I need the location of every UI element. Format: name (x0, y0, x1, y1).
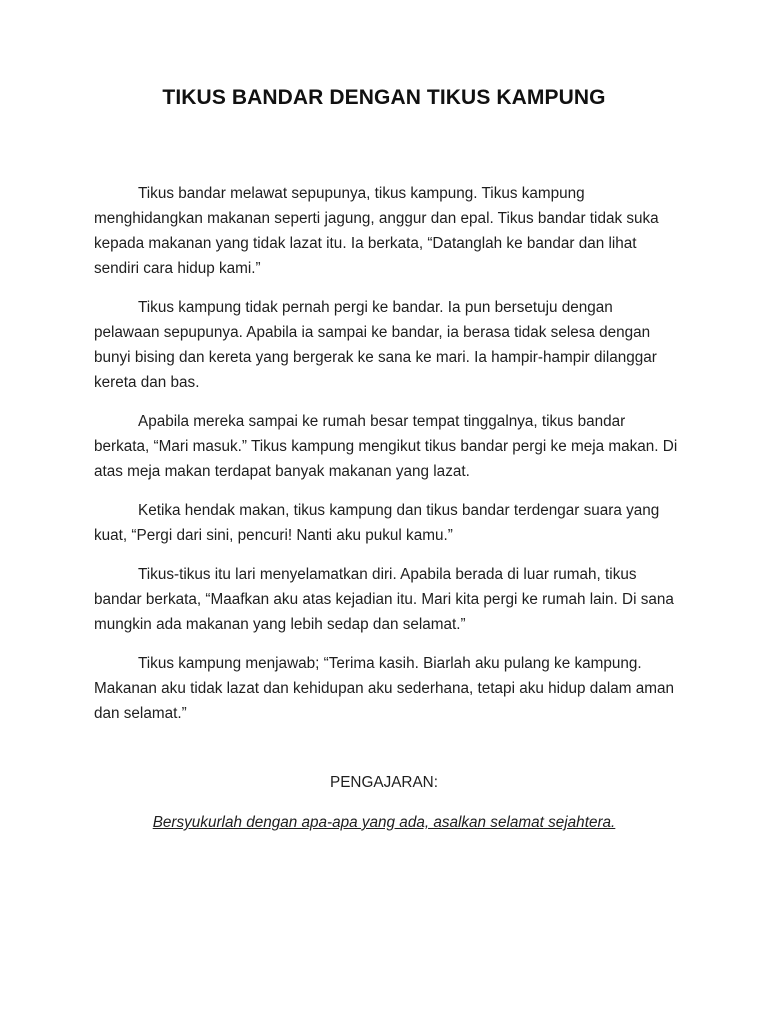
lesson-text: Bersyukurlah dengan apa-apa yang ada, asalkan selamat sejahtera. (152, 814, 616, 831)
lesson-heading: PENGAJARAN: (330, 774, 438, 791)
story-paragraph-1: Tikus bandar melawat sepupunya, tikus kampung. Tikus kampung menghidangkan makanan seperti jagung, anggur dan epal. Tikus bandar tidak suka kepada makanan yang tidak lazat itu. Ia berkata, “Datanglah ke bandar dan lihat sendiri cara hidup kami.” (94, 185, 659, 277)
story-paragraph-3: Apabila mereka sampai ke rumah besar tempat tinggalnya, tikus bandar berkata, “Mari masuk.” Tikus kampung mengikut tikus bandar pergi ke meja makan. Di atas meja makan terdapat banyak makanan yang lazat. (94, 413, 678, 480)
document-title: TIKUS BANDAR DENGAN TIKUS KAMPUNG (162, 86, 606, 109)
story-paragraph-2: Tikus kampung tidak pernah pergi ke bandar. Ia pun bersetuju dengan pelawaan sepupunya. Apabila ia sampai ke bandar, ia berasa tidak selesa dengan bunyi bising dan kereta yang bergerak ke sana ke mari. Ia hampir-hampir dilanggar kereta dan bas. (94, 299, 657, 391)
story-paragraph-5: Tikus-tikus itu lari menyelamatkan diri. Apabila berada di luar rumah, tikus bandar berkata, “Maafkan aku atas kejadian itu. Mari kita pergi ke rumah lain. Di sana mungkin ada makanan yang lebih sedap dan selamat.” (94, 566, 674, 633)
story-body (94, 181, 680, 740)
story-paragraph-6: Tikus kampung menjawab; “Terima kasih. Biarlah aku pulang ke kampung. Makanan aku tidak lazat dan kehidupan aku sederhana, tetapi aku hidup dalam aman dan selamat.” (94, 655, 674, 722)
story-paragraph-4: Ketika hendak makan, tikus kampung dan tikus bandar terdengar suara yang kuat, “Pergi dari sini, pencuri! Nanti aku pukul kamu.” (94, 502, 660, 544)
